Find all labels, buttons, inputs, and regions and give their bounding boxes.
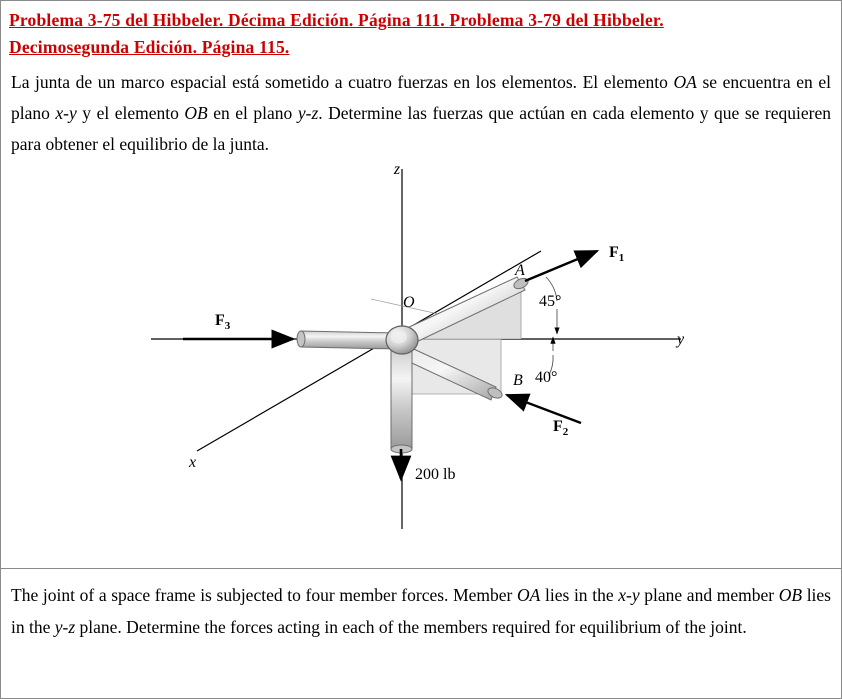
space-frame-figure bbox=[1, 159, 842, 544]
english-text-part-5: plane. Determine the forces acting in each of the members required for equilibrium of the joint. bbox=[75, 617, 747, 638]
point-o-label: O bbox=[403, 294, 415, 312]
english-member-ob: OB bbox=[778, 585, 803, 605]
spanish-text-part-5: . Determine las fuerzas que actúan en cada elemento y que se requieren para obtener el equilibrio de la junta. bbox=[11, 102, 831, 154]
force-f3-label: $F_3$ bbox=[215, 312, 231, 333]
english-text-part-4: lies in the bbox=[11, 585, 831, 638]
force-f1-arrow bbox=[525, 251, 597, 281]
spanish-plane-yz: y-z bbox=[297, 102, 319, 123]
load-label: 200 lb bbox=[415, 466, 456, 484]
angle-40-label: 40° bbox=[535, 369, 558, 387]
member-vertical bbox=[391, 349, 412, 453]
force-f2-arrow bbox=[507, 395, 581, 423]
spanish-member-oa: OA bbox=[673, 72, 697, 93]
english-statement bbox=[1, 573, 841, 644]
spanish-text-part-3: y el elemento bbox=[76, 102, 185, 123]
problem-title-line-2: Decimosegunda Edición. Página 115. bbox=[9, 37, 290, 58]
force-f2-label: $F_2$ bbox=[553, 418, 569, 439]
english-member-oa: OA bbox=[517, 585, 541, 605]
angle-45-label: 45° bbox=[539, 293, 562, 311]
point-a-label: A bbox=[515, 262, 525, 280]
english-text-part-2: lies in the bbox=[540, 585, 619, 605]
english-statement-paragraph bbox=[11, 579, 831, 644]
spanish-text-part-1: La junta de un marco espacial está sometido a cuatro fuerzas en los elementos. El elemento bbox=[11, 72, 674, 93]
force-f1-label: $F_1$ bbox=[609, 244, 625, 265]
axis-x-label: x bbox=[189, 454, 197, 472]
english-plane-yz: y-z bbox=[54, 617, 76, 638]
section-divider bbox=[1, 568, 841, 569]
axis-z-label: z bbox=[393, 161, 401, 179]
point-b-label: B bbox=[513, 372, 523, 390]
english-text-part-3: plane and member bbox=[639, 585, 779, 605]
english-text-part-1: The joint of a space frame is subjected to four member forces. Member bbox=[11, 585, 518, 605]
axis-y-label: y bbox=[677, 331, 685, 349]
spanish-member-ob: OB bbox=[184, 102, 208, 123]
spanish-plane-xy: x-y bbox=[55, 102, 77, 123]
spanish-text-part-2: se encuentra en el plano bbox=[11, 72, 831, 123]
problem-title-line-1: Problema 3-75 del Hibbeler. Décima Edición. Página 111. Problema 3-79 del Hibbeler. bbox=[9, 10, 664, 30]
joint-hub bbox=[386, 326, 418, 354]
spanish-text-part-4: en el plano bbox=[207, 102, 298, 123]
spanish-statement-paragraph bbox=[11, 67, 831, 159]
spanish-statement bbox=[1, 63, 841, 159]
problem-title bbox=[1, 1, 841, 63]
english-plane-xy: x-y bbox=[618, 585, 640, 605]
member-f3 bbox=[297, 331, 396, 349]
figure-svg bbox=[1, 159, 842, 544]
